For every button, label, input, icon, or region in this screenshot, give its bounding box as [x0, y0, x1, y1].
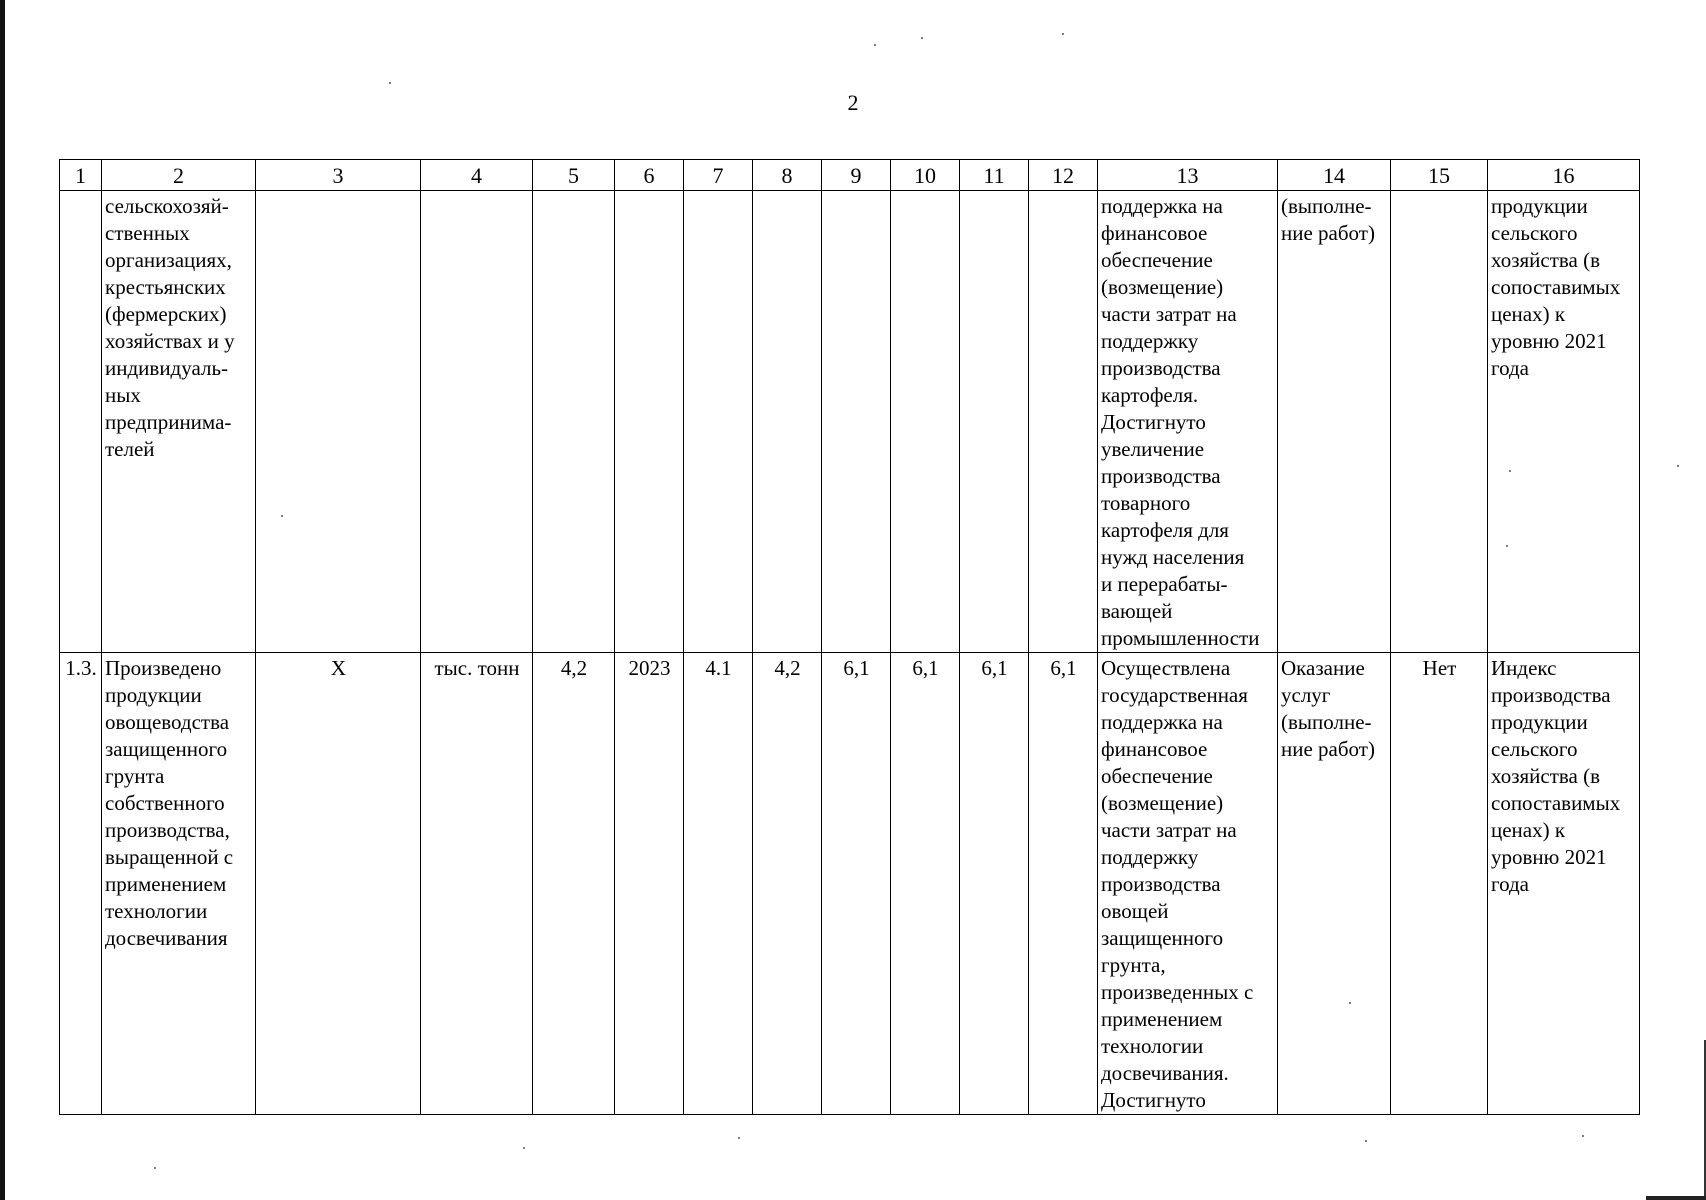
header-cell: 11: [960, 160, 1029, 191]
table-cell: 6,1: [1029, 653, 1098, 1115]
table-row: [60, 653, 1640, 1115]
result-type-cell: (выполне- ние работ): [1278, 191, 1391, 653]
description-cell: Осуществлена государственная поддержка на финансовое обеспечение (возмещение) части затрат на поддержку производства овощей защищенного грунта, произведенных с применением технологии досвечивания. Достигнуто: [1098, 653, 1278, 1115]
table-cell: X: [256, 653, 421, 1115]
header-cell: 16: [1488, 160, 1640, 191]
table-cell: 6,1: [891, 653, 960, 1115]
data-table: [59, 159, 1640, 1115]
scan-edge-bottom: [1646, 1196, 1706, 1200]
scan-edge-left: [0, 0, 5, 1200]
unit-cell: [421, 191, 533, 653]
scan-speck: [1062, 33, 1064, 35]
header-row: [60, 160, 1640, 191]
row-number-cell: [60, 191, 102, 653]
header-cell: 7: [684, 160, 753, 191]
scan-speck: [281, 515, 283, 517]
index-cell: Индекс производства продукции сельского хозяйства (в сопоставимых ценах) к уровню 2021 года: [1488, 653, 1640, 1115]
table-row: [60, 191, 1640, 653]
table-cell: 4,2: [533, 653, 615, 1115]
table-cell: [1391, 191, 1488, 653]
table-cell: [533, 191, 615, 653]
result-type-cell: Оказание услуг (выполне- ние работ): [1278, 653, 1391, 1115]
table-cell: [822, 191, 891, 653]
header-cell: 8: [753, 160, 822, 191]
header-cell: 14: [1278, 160, 1391, 191]
header-cell: 1: [60, 160, 102, 191]
page-number: 2: [847, 90, 859, 115]
scan-speck: [1365, 1140, 1367, 1142]
scan-speck: [1677, 465, 1679, 467]
scan-speck: [1582, 1135, 1584, 1137]
header-cell: 10: [891, 160, 960, 191]
table-cell: [891, 191, 960, 653]
table-cell: [256, 191, 421, 653]
table-cell: [1029, 191, 1098, 653]
scan-speck: [523, 1147, 525, 1149]
header-cell: 3: [256, 160, 421, 191]
index-cell: продукции сельского хозяйства (в сопоставимых ценах) к уровню 2021 года: [1488, 191, 1640, 653]
header-cell: 15: [1391, 160, 1488, 191]
scan-speck: [1349, 1002, 1351, 1004]
table-cell: [960, 191, 1029, 653]
header-cell: 9: [822, 160, 891, 191]
header-cell: 4: [421, 160, 533, 191]
scan-speck: [154, 1167, 156, 1169]
table-cell: 6,1: [960, 653, 1029, 1115]
table-cell: [753, 191, 822, 653]
scan-speck: [921, 37, 923, 39]
table-cell: 4.1: [684, 653, 753, 1115]
scan-speck: [1509, 470, 1511, 472]
scan-speck: [874, 44, 876, 46]
header-cell: 5: [533, 160, 615, 191]
header-cell: 12: [1029, 160, 1098, 191]
header-cell: 13: [1098, 160, 1278, 191]
description-cell: поддержка на финансовое обеспечение (возмещение) части затрат на поддержку производства картофеля. Достигнуто увеличение производства товарного картофеля для нужд населения и перерабаты- вающей промышленности: [1098, 191, 1278, 653]
table-cell: 4,2: [753, 653, 822, 1115]
table-cell: 2023: [615, 653, 684, 1115]
indicator-name-cell: сельскохозяй- ственных организациях, крестьянских (фермерских) хозяйствах и у индивидуаль- ных предпринима- телей: [102, 191, 256, 653]
row-number-cell: 1.3.: [60, 653, 102, 1115]
header-cell: 2: [102, 160, 256, 191]
header-cell: 6: [615, 160, 684, 191]
table-cell: 6,1: [822, 653, 891, 1115]
scan-speck: [1506, 545, 1508, 547]
table-cell: [615, 191, 684, 653]
unit-cell: тыс. тонн: [421, 653, 533, 1115]
table-cell: Нет: [1391, 653, 1488, 1115]
scan-speck: [738, 1137, 740, 1139]
indicator-name-cell: Произведено продукции овощеводства защищенного грунта собственного производства, выращенной с применением технологии досвечивания: [102, 653, 256, 1115]
scan-speck: [389, 82, 391, 84]
table-cell: [684, 191, 753, 653]
